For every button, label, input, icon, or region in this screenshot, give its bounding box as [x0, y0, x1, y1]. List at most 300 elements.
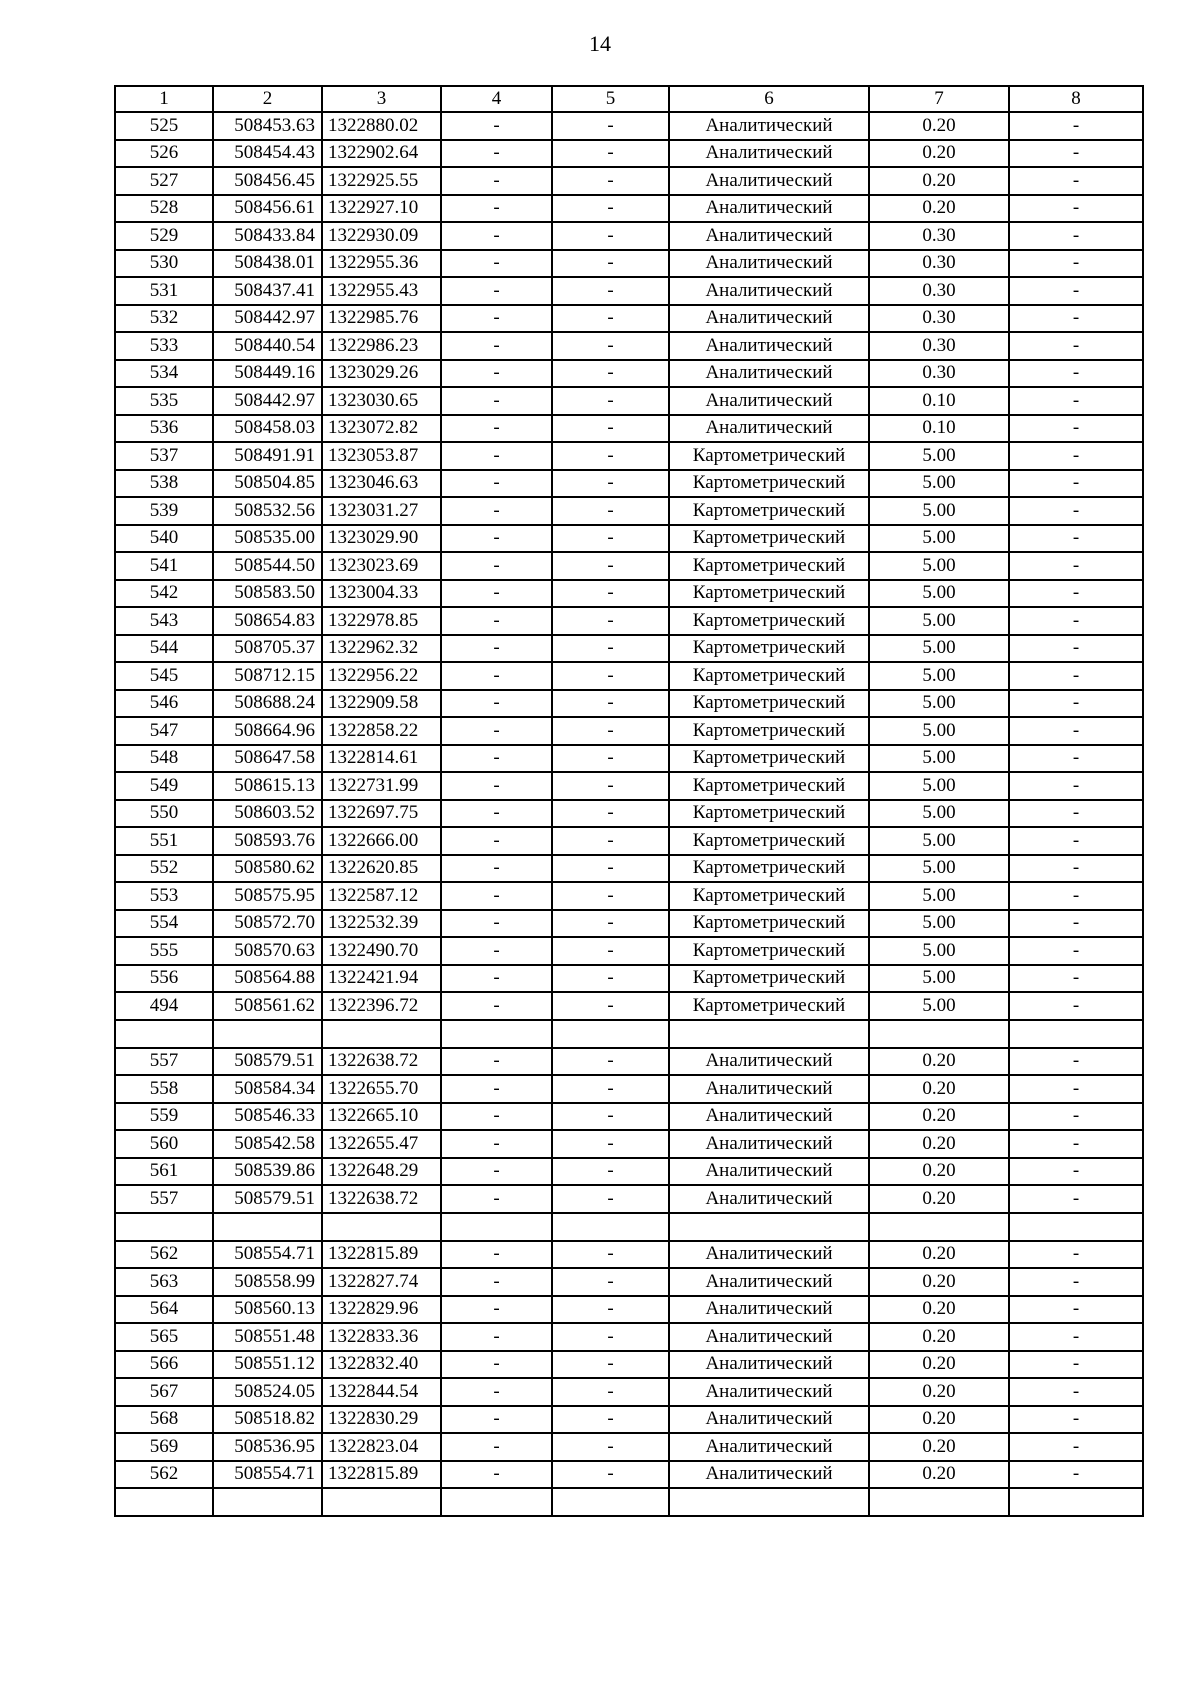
method-cell: [669, 1020, 869, 1048]
point-number-cell: 540: [115, 525, 213, 553]
col8-cell: [1009, 1488, 1143, 1516]
column-header: 8: [1009, 86, 1143, 112]
x-coordinate-cell: 508518.82: [213, 1406, 322, 1434]
col4-cell: -: [441, 167, 552, 195]
point-number-cell: 548: [115, 745, 213, 773]
accuracy-cell: 0.20: [869, 1103, 1009, 1131]
x-coordinate-cell: 508603.52: [213, 800, 322, 828]
method-cell: Аналитический: [669, 222, 869, 250]
x-coordinate-cell: [213, 1020, 322, 1048]
accuracy-cell: 5.00: [869, 607, 1009, 635]
method-cell: Аналитический: [669, 1461, 869, 1489]
y-coordinate-cell: 1322655.70: [322, 1075, 441, 1103]
point-number-cell: 551: [115, 827, 213, 855]
point-number-cell: 547: [115, 717, 213, 745]
y-coordinate-cell: 1323030.65: [322, 387, 441, 415]
column-header: 5: [552, 86, 669, 112]
y-coordinate-cell: 1322956.22: [322, 662, 441, 690]
x-coordinate-cell: 508654.83: [213, 607, 322, 635]
method-cell: Картометрический: [669, 937, 869, 965]
table-row: [115, 827, 1143, 855]
page-number: 14: [589, 31, 611, 56]
col4-cell: -: [441, 1158, 552, 1186]
x-coordinate-cell: 508551.12: [213, 1351, 322, 1379]
y-coordinate-cell: 1322490.70: [322, 937, 441, 965]
x-coordinate-cell: 508535.00: [213, 525, 322, 553]
col5-cell: -: [552, 910, 669, 938]
point-number-cell: 546: [115, 690, 213, 718]
point-number-cell: 537: [115, 442, 213, 470]
y-coordinate-cell: 1322930.09: [322, 222, 441, 250]
x-coordinate-cell: 508558.99: [213, 1268, 322, 1296]
method-cell: Картометрический: [669, 525, 869, 553]
point-number-cell: 525: [115, 112, 213, 140]
col5-cell: -: [552, 662, 669, 690]
y-coordinate-cell: 1323029.90: [322, 525, 441, 553]
y-coordinate-cell: 1322902.64: [322, 140, 441, 168]
col5-cell: -: [552, 1351, 669, 1379]
table-row: [115, 470, 1143, 498]
accuracy-cell: 0.20: [869, 1158, 1009, 1186]
method-cell: Аналитический: [669, 1185, 869, 1213]
table-row: [115, 965, 1143, 993]
point-number-cell: 557: [115, 1048, 213, 1076]
col4-cell: [441, 1488, 552, 1516]
y-coordinate-cell: 1322833.36: [322, 1323, 441, 1351]
col4-cell: -: [441, 662, 552, 690]
col5-cell: -: [552, 525, 669, 553]
y-coordinate-cell: 1322985.76: [322, 305, 441, 333]
col4-cell: -: [441, 222, 552, 250]
col5-cell: -: [552, 855, 669, 883]
y-coordinate-cell: 1322986.23: [322, 332, 441, 360]
point-number-cell: 561: [115, 1158, 213, 1186]
table-row: [115, 305, 1143, 333]
y-coordinate-cell: [322, 1213, 441, 1241]
y-coordinate-cell: 1323031.27: [322, 497, 441, 525]
col8-cell: -: [1009, 1461, 1143, 1489]
table-body: [115, 112, 1143, 1516]
y-coordinate-cell: 1322830.29: [322, 1406, 441, 1434]
col8-cell: -: [1009, 525, 1143, 553]
method-cell: Аналитический: [669, 140, 869, 168]
table-row: [115, 855, 1143, 883]
col5-cell: -: [552, 1075, 669, 1103]
accuracy-cell: 0.30: [869, 332, 1009, 360]
col5-cell: -: [552, 965, 669, 993]
col5-cell: -: [552, 1433, 669, 1461]
col4-cell: -: [441, 607, 552, 635]
col5-cell: -: [552, 1158, 669, 1186]
point-number-cell: 539: [115, 497, 213, 525]
col8-cell: -: [1009, 827, 1143, 855]
col4-cell: -: [441, 635, 552, 663]
col8-cell: -: [1009, 1048, 1143, 1076]
method-cell: Картометрический: [669, 910, 869, 938]
method-cell: Картометрический: [669, 635, 869, 663]
point-number-cell: 556: [115, 965, 213, 993]
method-cell: Аналитический: [669, 1048, 869, 1076]
column-header: 6: [669, 86, 869, 112]
col8-cell: -: [1009, 965, 1143, 993]
point-number-cell: 536: [115, 415, 213, 443]
table-row: [115, 1268, 1143, 1296]
col4-cell: -: [441, 1075, 552, 1103]
point-number-cell: 535: [115, 387, 213, 415]
col4-cell: -: [441, 470, 552, 498]
accuracy-cell: 5.00: [869, 552, 1009, 580]
x-coordinate-cell: [213, 1213, 322, 1241]
accuracy-cell: [869, 1488, 1009, 1516]
x-coordinate-cell: 508438.01: [213, 250, 322, 278]
method-cell: Аналитический: [669, 1268, 869, 1296]
col4-cell: -: [441, 1461, 552, 1489]
col8-cell: -: [1009, 222, 1143, 250]
point-number-cell: 564: [115, 1296, 213, 1324]
accuracy-cell: 5.00: [869, 470, 1009, 498]
col5-cell: -: [552, 1268, 669, 1296]
col4-cell: -: [441, 1048, 552, 1076]
col5-cell: -: [552, 827, 669, 855]
method-cell: Аналитический: [669, 1351, 869, 1379]
method-cell: Картометрический: [669, 690, 869, 718]
col5-cell: -: [552, 387, 669, 415]
col8-cell: -: [1009, 580, 1143, 608]
table-row: [115, 992, 1143, 1020]
col8-cell: -: [1009, 360, 1143, 388]
table-row: [115, 1406, 1143, 1434]
col4-cell: -: [441, 195, 552, 223]
point-number-cell: [115, 1020, 213, 1048]
col4-cell: -: [441, 552, 552, 580]
point-number-cell: 530: [115, 250, 213, 278]
col4-cell: -: [441, 1378, 552, 1406]
table-row: [115, 195, 1143, 223]
col8-cell: -: [1009, 552, 1143, 580]
col8-cell: -: [1009, 1130, 1143, 1158]
accuracy-cell: 0.30: [869, 250, 1009, 278]
col4-cell: -: [441, 910, 552, 938]
table-row: [115, 1433, 1143, 1461]
accuracy-cell: 0.20: [869, 1296, 1009, 1324]
accuracy-cell: 0.20: [869, 112, 1009, 140]
table-row: [115, 167, 1143, 195]
y-coordinate-cell: 1322587.12: [322, 882, 441, 910]
column-header: 3: [322, 86, 441, 112]
col8-cell: -: [1009, 937, 1143, 965]
table-row: [115, 1241, 1143, 1269]
accuracy-cell: 0.20: [869, 1130, 1009, 1158]
accuracy-cell: 5.00: [869, 497, 1009, 525]
col8-cell: -: [1009, 1351, 1143, 1379]
x-coordinate-cell: 508580.62: [213, 855, 322, 883]
method-cell: Аналитический: [669, 1130, 869, 1158]
col8-cell: -: [1009, 717, 1143, 745]
method-cell: Картометрический: [669, 882, 869, 910]
col5-cell: -: [552, 635, 669, 663]
y-coordinate-cell: 1322955.43: [322, 277, 441, 305]
col8-cell: -: [1009, 992, 1143, 1020]
point-number-cell: 538: [115, 470, 213, 498]
table-row: [115, 1020, 1143, 1048]
col4-cell: -: [441, 1406, 552, 1434]
method-cell: Картометрический: [669, 827, 869, 855]
column-header: 2: [213, 86, 322, 112]
col5-cell: -: [552, 717, 669, 745]
method-cell: Аналитический: [669, 360, 869, 388]
method-cell: Картометрический: [669, 855, 869, 883]
table-row: [115, 222, 1143, 250]
col5-cell: -: [552, 690, 669, 718]
col5-cell: -: [552, 332, 669, 360]
col8-cell: -: [1009, 1241, 1143, 1269]
col4-cell: -: [441, 690, 552, 718]
col4-cell: -: [441, 1241, 552, 1269]
col8-cell: [1009, 1020, 1143, 1048]
col4-cell: -: [441, 827, 552, 855]
table-row: [115, 800, 1143, 828]
method-cell: [669, 1213, 869, 1241]
y-coordinate-cell: 1322815.89: [322, 1461, 441, 1489]
x-coordinate-cell: 508442.97: [213, 387, 322, 415]
method-cell: Аналитический: [669, 1103, 869, 1131]
col8-cell: -: [1009, 1323, 1143, 1351]
x-coordinate-cell: 508454.43: [213, 140, 322, 168]
table-row: [115, 525, 1143, 553]
table-row: [115, 140, 1143, 168]
accuracy-cell: 5.00: [869, 965, 1009, 993]
col5-cell: -: [552, 140, 669, 168]
table-row: [115, 1461, 1143, 1489]
col5-cell: -: [552, 1103, 669, 1131]
accuracy-cell: 5.00: [869, 772, 1009, 800]
method-cell: Картометрический: [669, 745, 869, 773]
accuracy-cell: 0.30: [869, 360, 1009, 388]
col5-cell: -: [552, 607, 669, 635]
point-number-cell: 534: [115, 360, 213, 388]
col5-cell: -: [552, 497, 669, 525]
x-coordinate-cell: 508458.03: [213, 415, 322, 443]
col4-cell: -: [441, 332, 552, 360]
y-coordinate-cell: 1322396.72: [322, 992, 441, 1020]
y-coordinate-cell: 1322844.54: [322, 1378, 441, 1406]
x-coordinate-cell: 508504.85: [213, 470, 322, 498]
y-coordinate-cell: 1322814.61: [322, 745, 441, 773]
table-row: [115, 112, 1143, 140]
y-coordinate-cell: 1322909.58: [322, 690, 441, 718]
accuracy-cell: 0.30: [869, 305, 1009, 333]
point-number-cell: [115, 1213, 213, 1241]
point-number-cell: 562: [115, 1241, 213, 1269]
accuracy-cell: 0.20: [869, 1461, 1009, 1489]
method-cell: Картометрический: [669, 442, 869, 470]
x-coordinate-cell: 508542.58: [213, 1130, 322, 1158]
col5-cell: -: [552, 1048, 669, 1076]
col8-cell: -: [1009, 470, 1143, 498]
point-number-cell: 531: [115, 277, 213, 305]
table-row: [115, 910, 1143, 938]
method-cell: Картометрический: [669, 607, 869, 635]
x-coordinate-cell: 508442.97: [213, 305, 322, 333]
col8-cell: -: [1009, 607, 1143, 635]
point-number-cell: 554: [115, 910, 213, 938]
col8-cell: -: [1009, 387, 1143, 415]
y-coordinate-cell: [322, 1488, 441, 1516]
col4-cell: -: [441, 1130, 552, 1158]
col4-cell: -: [441, 800, 552, 828]
accuracy-cell: 5.00: [869, 855, 1009, 883]
x-coordinate-cell: 508449.16: [213, 360, 322, 388]
col8-cell: -: [1009, 745, 1143, 773]
col8-cell: -: [1009, 195, 1143, 223]
x-coordinate-cell: 508551.48: [213, 1323, 322, 1351]
point-number-cell: 526: [115, 140, 213, 168]
table-row: [115, 937, 1143, 965]
table-row: [115, 497, 1143, 525]
x-coordinate-cell: 508584.34: [213, 1075, 322, 1103]
x-coordinate-cell: 508453.63: [213, 112, 322, 140]
x-coordinate-cell: 508560.13: [213, 1296, 322, 1324]
point-number-cell: 562: [115, 1461, 213, 1489]
point-number-cell: 532: [115, 305, 213, 333]
x-coordinate-cell: 508688.24: [213, 690, 322, 718]
y-coordinate-cell: 1322858.22: [322, 717, 441, 745]
y-coordinate-cell: 1322421.94: [322, 965, 441, 993]
col8-cell: -: [1009, 277, 1143, 305]
accuracy-cell: 5.00: [869, 992, 1009, 1020]
method-cell: Картометрический: [669, 497, 869, 525]
x-coordinate-cell: 508536.95: [213, 1433, 322, 1461]
col8-cell: -: [1009, 635, 1143, 663]
method-cell: Аналитический: [669, 1075, 869, 1103]
y-coordinate-cell: 1323053.87: [322, 442, 441, 470]
x-coordinate-cell: 508561.62: [213, 992, 322, 1020]
col8-cell: -: [1009, 415, 1143, 443]
accuracy-cell: 5.00: [869, 690, 1009, 718]
col5-cell: -: [552, 552, 669, 580]
col5-cell: -: [552, 112, 669, 140]
method-cell: Аналитический: [669, 1241, 869, 1269]
col5-cell: -: [552, 745, 669, 773]
col4-cell: [441, 1213, 552, 1241]
col4-cell: -: [441, 305, 552, 333]
col8-cell: -: [1009, 800, 1143, 828]
point-number-cell: 552: [115, 855, 213, 883]
y-coordinate-cell: 1322532.39: [322, 910, 441, 938]
table-row: [115, 1378, 1143, 1406]
col4-cell: -: [441, 1351, 552, 1379]
y-coordinate-cell: 1322655.47: [322, 1130, 441, 1158]
col4-cell: -: [441, 1103, 552, 1131]
y-coordinate-cell: 1322927.10: [322, 195, 441, 223]
x-coordinate-cell: 508524.05: [213, 1378, 322, 1406]
point-number-cell: 545: [115, 662, 213, 690]
x-coordinate-cell: 508647.58: [213, 745, 322, 773]
col4-cell: -: [441, 772, 552, 800]
col5-cell: -: [552, 937, 669, 965]
x-coordinate-cell: 508579.51: [213, 1048, 322, 1076]
method-cell: Аналитический: [669, 1433, 869, 1461]
accuracy-cell: 0.20: [869, 195, 1009, 223]
col4-cell: -: [441, 855, 552, 883]
point-number-cell: [115, 1488, 213, 1516]
col8-cell: -: [1009, 662, 1143, 690]
col8-cell: -: [1009, 882, 1143, 910]
col8-cell: -: [1009, 1103, 1143, 1131]
col8-cell: -: [1009, 1075, 1143, 1103]
accuracy-cell: 0.20: [869, 140, 1009, 168]
x-coordinate-cell: 508572.70: [213, 910, 322, 938]
col5-cell: -: [552, 992, 669, 1020]
x-coordinate-cell: 508433.84: [213, 222, 322, 250]
y-coordinate-cell: 1322638.72: [322, 1048, 441, 1076]
x-coordinate-cell: 508440.54: [213, 332, 322, 360]
table-row: [115, 1351, 1143, 1379]
table-row: [115, 745, 1143, 773]
point-number-cell: 560: [115, 1130, 213, 1158]
point-number-cell: 527: [115, 167, 213, 195]
method-cell: Картометрический: [669, 662, 869, 690]
method-cell: Аналитический: [669, 277, 869, 305]
table-row: [115, 360, 1143, 388]
method-cell: Картометрический: [669, 552, 869, 580]
table-row: [115, 882, 1143, 910]
col8-cell: -: [1009, 250, 1143, 278]
col8-cell: -: [1009, 1185, 1143, 1213]
x-coordinate-cell: 508554.71: [213, 1241, 322, 1269]
accuracy-cell: 0.20: [869, 1241, 1009, 1269]
accuracy-cell: 0.20: [869, 1406, 1009, 1434]
point-number-cell: 541: [115, 552, 213, 580]
col5-cell: -: [552, 1185, 669, 1213]
point-number-cell: 542: [115, 580, 213, 608]
y-coordinate-cell: 1322829.96: [322, 1296, 441, 1324]
table-row: [115, 1130, 1143, 1158]
col5-cell: -: [552, 580, 669, 608]
y-coordinate-cell: 1323029.26: [322, 360, 441, 388]
col4-cell: -: [441, 1268, 552, 1296]
point-number-cell: 558: [115, 1075, 213, 1103]
accuracy-cell: 0.20: [869, 1433, 1009, 1461]
x-coordinate-cell: 508579.51: [213, 1185, 322, 1213]
accuracy-cell: 0.10: [869, 415, 1009, 443]
point-number-cell: 555: [115, 937, 213, 965]
accuracy-cell: 5.00: [869, 745, 1009, 773]
accuracy-cell: 5.00: [869, 662, 1009, 690]
point-number-cell: 494: [115, 992, 213, 1020]
col4-cell: -: [441, 745, 552, 773]
col8-cell: -: [1009, 772, 1143, 800]
x-coordinate-cell: 508570.63: [213, 937, 322, 965]
method-cell: Аналитический: [669, 167, 869, 195]
table-row: [115, 1296, 1143, 1324]
x-coordinate-cell: 508546.33: [213, 1103, 322, 1131]
col5-cell: [552, 1020, 669, 1048]
method-cell: Картометрический: [669, 580, 869, 608]
col5-cell: -: [552, 360, 669, 388]
col4-cell: [441, 1020, 552, 1048]
accuracy-cell: 0.20: [869, 1378, 1009, 1406]
x-coordinate-cell: 508456.61: [213, 195, 322, 223]
method-cell: Аналитический: [669, 1158, 869, 1186]
point-number-cell: 566: [115, 1351, 213, 1379]
accuracy-cell: 5.00: [869, 800, 1009, 828]
col5-cell: -: [552, 1378, 669, 1406]
y-coordinate-cell: 1322962.32: [322, 635, 441, 663]
col8-cell: -: [1009, 442, 1143, 470]
col5-cell: -: [552, 1130, 669, 1158]
method-cell: Аналитический: [669, 195, 869, 223]
